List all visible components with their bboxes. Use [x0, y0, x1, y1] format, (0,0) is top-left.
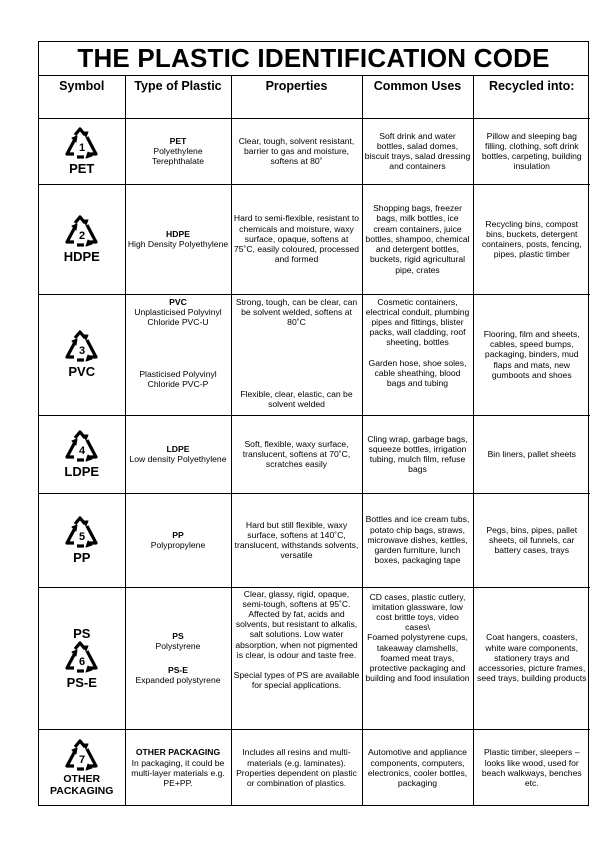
recycled-cell: Plastic timber, sleepers – looks like wood, used for beach walkways, benches etc. — [473, 729, 590, 806]
symbol-cell — [39, 493, 125, 587]
properties-primary: Strong, tough, can be clear, can be solvent welded, softens at 80˚C — [235, 296, 358, 327]
plastic-code-table — [39, 75, 590, 806]
properties-cell: Soft, flexible, waxy surface, translucent, softens at 70˚C, scratches easily — [231, 415, 362, 493]
uses-cell — [362, 294, 473, 415]
table-row — [39, 118, 590, 184]
recycle-triangle-icon — [41, 127, 123, 161]
type-name: PP — [172, 529, 184, 540]
recycled-cell: Pegs, bins, pipes, pallet sheets, oil funnels, car battery cases, trays — [473, 493, 590, 587]
type-cell — [125, 493, 231, 587]
svg-text:2: 2 — [78, 229, 85, 242]
resin-code: LDPE — [64, 463, 100, 479]
type-name: OTHER PACKAGING — [135, 747, 221, 758]
properties-cell: Hard to semi-flexible, resistant to chemicals and moisture, waxy surface, opaque, softens at 75˚C, easily coloured, processed and formed — [231, 184, 362, 294]
type-desc-secondary: Expanded polystyrene — [135, 675, 221, 686]
table-row — [39, 493, 590, 587]
resin-code: PET — [69, 160, 95, 176]
recycled-cell: Recycling bins, compost bins, buckets, detergent containers, posts, fencing, pipes, plastic timber — [473, 184, 590, 294]
uses-cell: Soft drink and water bottles, salad domes, biscuit trays, salad dressing and containers — [362, 118, 473, 184]
recycled-cell: Bin liners, pallet sheets — [473, 415, 590, 493]
properties-cell — [231, 294, 362, 415]
recycled-cell: Pillow and sleeping bag filling, clothing, soft drink bottles, carpeting, building insulation — [473, 118, 590, 184]
type-desc-secondary: Plasticised Polyvinyl Chloride PVC-P — [139, 369, 217, 390]
identification-code-sheet — [38, 41, 589, 806]
type-desc: High Density Polyethylene — [127, 239, 229, 249]
uses-cell: Automotive and appliance components, computers, electronics, cooler bottles, packaging — [362, 729, 473, 806]
recycle-triangle-icon — [41, 739, 123, 773]
recycled-cell: Flooring, film and sheets, cables, speed bumps, packaging, binders, mud flaps and mats, new gumboots and shoes — [473, 294, 590, 415]
recycle-triangle-icon — [41, 516, 123, 550]
type-name: PS — [172, 630, 184, 641]
recycle-triangle-icon — [41, 430, 123, 464]
type-name: PET — [169, 135, 187, 146]
properties-cell: Clear, tough, solvent resistant, barrier to gas and moisture, softens at 80˚ — [231, 118, 362, 184]
resin-code: PS — [73, 626, 91, 641]
recycle-triangle-icon — [41, 641, 123, 675]
resin-code-secondary: PS-E — [66, 675, 97, 690]
type-desc: Low density Polyethylene — [129, 454, 227, 464]
symbol-cell — [39, 415, 125, 493]
header-symbol: Symbol — [39, 75, 125, 118]
page-title: THE PLASTIC IDENTIFICATION CODE — [39, 42, 588, 76]
type-cell — [125, 118, 231, 184]
header-recycled: Recycled into: — [473, 75, 590, 118]
header-properties: Properties — [231, 75, 362, 118]
type-cell — [125, 587, 231, 729]
type-desc: Polystyrene — [155, 640, 201, 651]
properties-cell: Hard but still flexible, waxy surface, softens at 140˚C, translucent, withstands solvents, versatile — [231, 493, 362, 587]
resin-code: HDPE — [63, 248, 100, 264]
type-desc: Unplasticised Polyvinyl Chloride PVC-U — [134, 306, 222, 327]
header-row — [39, 75, 590, 118]
type-name: HDPE — [166, 228, 190, 239]
properties-secondary: Flexible, clear, elastic, can be solvent welded — [240, 389, 353, 410]
recycle-triangle-icon — [41, 215, 123, 249]
uses-cell: Bottles and ice cream tubs, potato chip bags, straws, microwave dishes, kettles, garden furniture, lunch boxes, packaging tape — [362, 493, 473, 587]
table-row — [39, 415, 590, 493]
recycle-triangle-icon — [41, 330, 123, 364]
properties-cell: Includes all resins and multi-materials (e.g. laminates). Properties dependent on plastic or combination of plastics. — [231, 729, 362, 806]
properties-primary: Clear, glassy, rigid, opaque, semi-tough, softens at 95˚C. Affected by fat, acids and solvents, but resistant to alkalis, salt solutions. Low water absorption, when not pigmented is clear, is odour and taste free. — [235, 588, 358, 660]
symbol-cell — [39, 729, 125, 806]
symbol-cell — [39, 184, 125, 294]
type-cell — [125, 294, 231, 415]
uses-secondary: Foamed polystyrene cups, takeaway clamshells, foamed meat trays, protective packaging and building and food insulation — [365, 632, 470, 684]
resin-code: OTHER PACKAGING — [50, 772, 114, 797]
table-row — [39, 294, 590, 415]
uses-secondary: Garden hose, shoe soles, cable sheathing, blood bags and tubing — [368, 357, 467, 388]
svg-text:5: 5 — [78, 530, 85, 543]
resin-code: PP — [73, 549, 91, 565]
properties-secondary: Special types of PS are available for special applications. — [233, 669, 360, 691]
type-name: PVC — [169, 296, 187, 307]
svg-text:6: 6 — [78, 656, 85, 668]
uses-primary: CD cases, plastic cutlery, imitation glassware, low cost brittle toys, video cases\ — [369, 591, 466, 633]
header-type: Type of Plastic — [125, 75, 231, 118]
uses-cell — [362, 587, 473, 729]
table-row — [39, 729, 590, 806]
symbol-cell — [39, 294, 125, 415]
uses-cell: Shopping bags, freezer bags, milk bottles, ice cream containers, juice bottles, shampoo, chemical and detergent bottles, buckets, rigid agricultural pipe, crates — [362, 184, 473, 294]
table-row — [39, 184, 590, 294]
type-desc: Polyethylene Terephthalate — [151, 145, 205, 167]
header-uses: Common Uses — [362, 75, 473, 118]
symbol-cell — [39, 587, 125, 729]
symbol-cell — [39, 118, 125, 184]
uses-primary: Cosmetic containers, electrical conduit, plumbing pipes and fittings, blister packs, wall cladding, roof sheeting, bottles — [365, 296, 470, 348]
resin-code: PVC — [68, 364, 96, 379]
resin-number: 1 — [78, 141, 85, 154]
svg-text:7: 7 — [78, 753, 85, 766]
type-desc: In packaging, it could be multi-layer materials e.g. PE+PP. — [131, 757, 225, 788]
svg-text:4: 4 — [78, 444, 85, 457]
recycled-cell: Coat hangers, coasters, white ware components, stationery trays and accessories, picture frames, seed trays, building products — [473, 587, 590, 729]
type-cell — [125, 184, 231, 294]
type-cell — [125, 415, 231, 493]
type-cell — [125, 729, 231, 806]
type-desc: Polypropylene — [150, 540, 206, 550]
properties-cell — [231, 587, 362, 729]
type-name: LDPE — [166, 443, 190, 454]
svg-text:3: 3 — [78, 345, 85, 357]
type-name-secondary: PS-E — [167, 665, 189, 675]
uses-cell: Cling wrap, garbage bags, squeeze bottles, irrigation tubing, mulch film, refuse bags — [362, 415, 473, 493]
table-row — [39, 587, 590, 729]
